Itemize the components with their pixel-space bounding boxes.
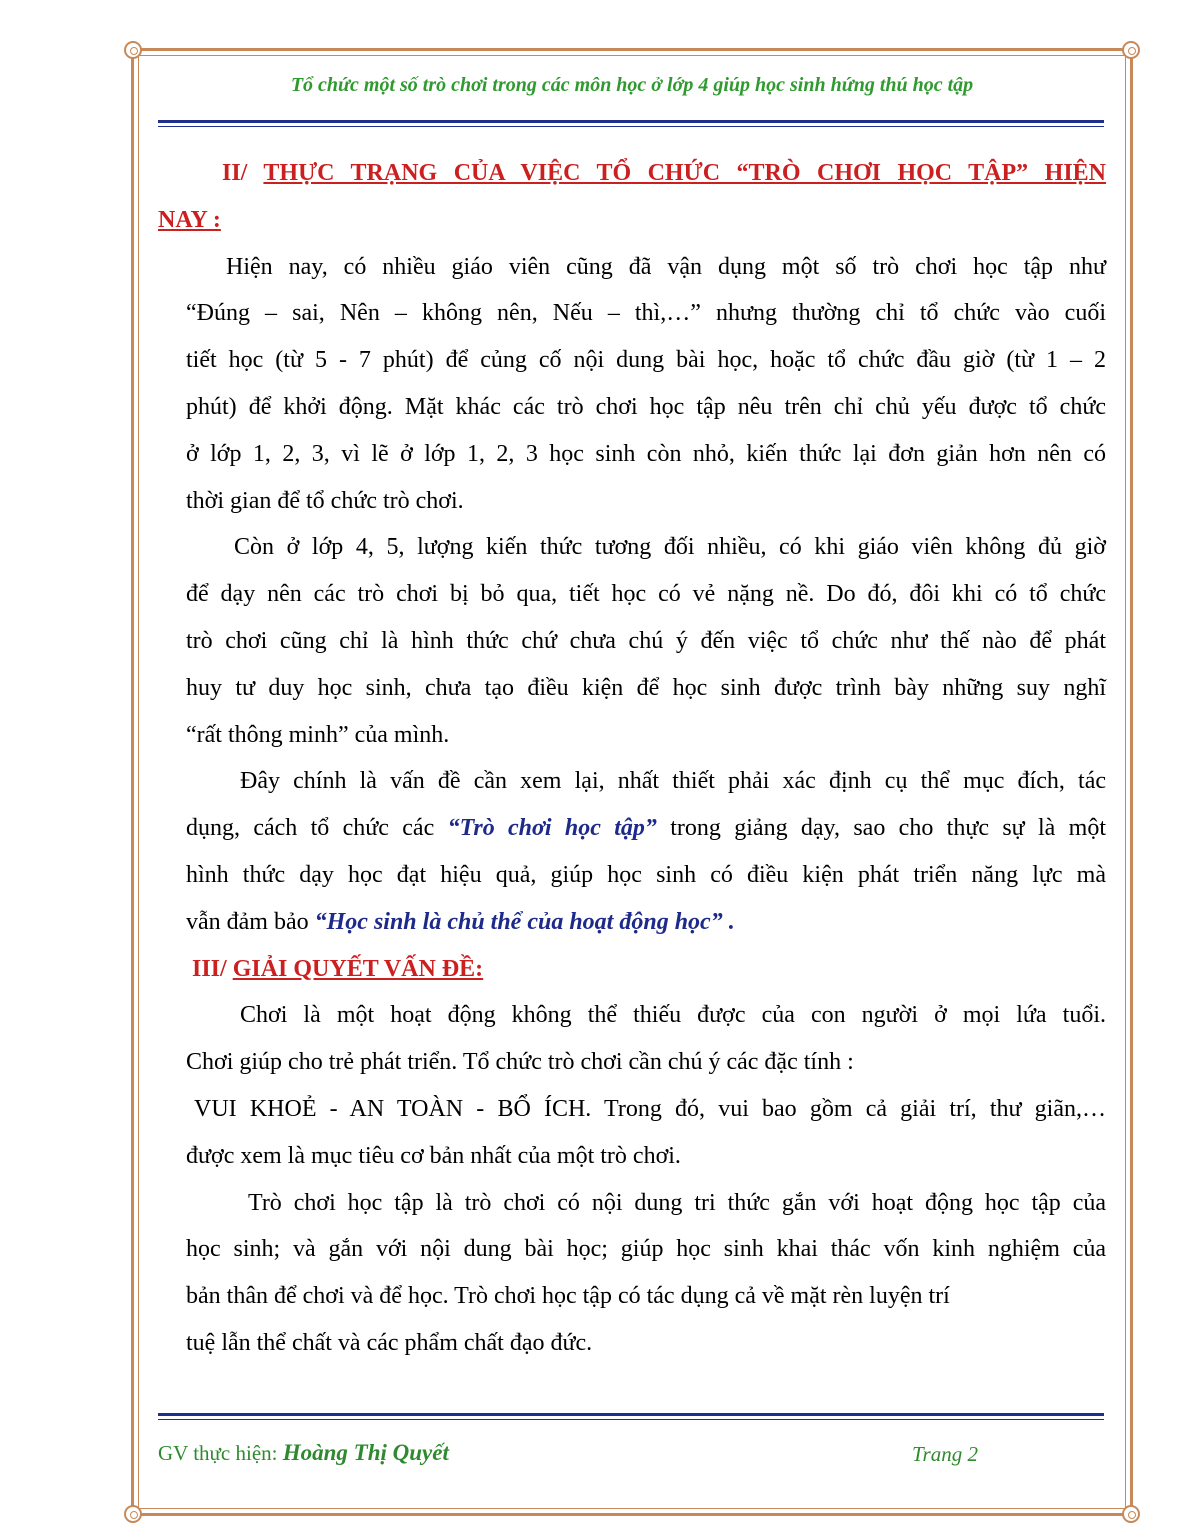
section-heading: II/ THỰC TRẠNG CỦA VIỆC TỔ CHỨC “TRÒ CHƠI HỌC TẬP” HIỆN <box>222 160 1106 186</box>
emphasis-text: “Học sinh là chủ thể của hoạt động học” . <box>314 908 735 935</box>
page-footer <box>158 1440 1104 1466</box>
footer-rule <box>158 1413 1104 1420</box>
paragraph: Hiện nay, có nhiều giáo viên cũng đã vận dụng một số trò chơi học tập như “Đúng – sai, Nên – không nên, Nếu – thì,…” nhưng thường chỉ tổ chức vào cuối tiết học (từ 5 - 7 phút) để củng cố nội dung bài học, hoặc tổ chức đầu giờ (từ 1 – 2 phút) để khởi động. Mặt khác các trò chơi học tập nêu trên chỉ chủ yếu được tổ chức ở lớp 1, 2, 3, vì lẽ ở lớp 1, 2, 3 học sinh còn nhỏ, kiến thức lại đơn giản hơn nên có thời gian để tổ chức trò chơi. <box>186 253 1106 514</box>
section-heading-cont: NAY : <box>158 206 221 233</box>
document-body <box>158 150 1106 1367</box>
section-heading: III/ GIẢI QUYẾT VẤN ĐỀ: <box>192 955 484 982</box>
corner-ornament-icon <box>1122 41 1140 59</box>
paragraph: Chơi là một hoạt động không thể thiếu được của con người ở mọi lứa tuổi. Chơi giúp cho trẻ phát triển. Tổ chức trò chơi cần chú ý các đặc tính : VUI KHOẺ - AN TOÀN - BỔ ÍCH. Trong đó, vui bao gồm cả giải trí, thư giãn,… được xem là mục tiêu cơ bản nhất của một trò chơi. <box>186 1002 1106 1169</box>
author-name: Hoàng Thị Quyết <box>282 1440 449 1465</box>
author-label: GV thực hiện: <box>158 1441 278 1465</box>
corner-ornament-icon <box>1122 1505 1140 1523</box>
paragraph: Đây chính là vấn đề cần xem lại, nhất thiết phải xác định cụ thể mục đích, tác dụng, cách tổ chức các “Trò chơi học tập” trong giảng dạy, sao cho thực sự là một hình thức dạy học đạt hiệu quả, giúp học sinh có điều kiện phát triển năng lực mà vẫn đảm bảo “Học sinh là chủ thể của hoạt động học” . <box>186 768 1106 935</box>
header-rule <box>158 120 1104 127</box>
paragraph: Trò chơi học tập là trò chơi có nội dung tri thức gắn với hoạt động học tập của học sinh; và gắn với nội dung bài học; giúp học sinh khai thác vốn kinh nghiệm của bản thân để chơi và để học. Trò chơi học tập có tác dụng cả về mặt rèn luyện trí tuệ lẫn thể chất và các phẩm chất đạo đức. <box>186 1189 1106 1356</box>
emphasis-text: “Trò chơi học tập” <box>447 815 657 842</box>
page-header-title: Tổ chức một số trò chơi trong các môn học ở lớp 4 giúp học sinh hứng thú học tập <box>290 74 974 96</box>
page-number: Trang 2 <box>912 1442 978 1466</box>
corner-ornament-icon <box>124 41 142 59</box>
paragraph: Còn ở lớp 4, 5, lượng kiến thức tương đối nhiều, có khi giáo viên không đủ giờ để dạy nên các trò chơi bị bỏ qua, tiết học có vẻ nặng nề. Do đó, đôi khi có tổ chức trò chơi cũng chỉ là hình thức chứ chưa chú ý đến việc tổ chức như thế nào để phát huy tư duy học sinh, chưa tạo điều kiện để học sinh được trình bày những suy nghĩ “rất thông minh” của mình. <box>186 534 1106 748</box>
corner-ornament-icon <box>124 1505 142 1523</box>
